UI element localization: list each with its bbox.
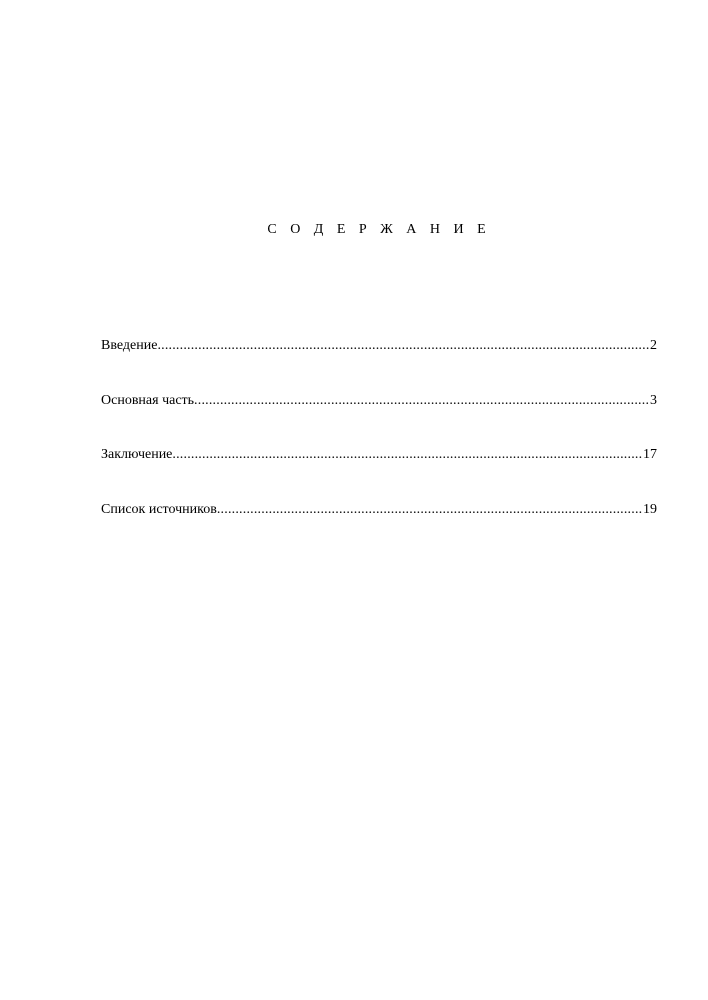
toc-entry-conclusion xyxy=(101,446,657,464)
toc-entry-page-number: 19 xyxy=(643,501,657,517)
dot-leader xyxy=(217,501,643,519)
toc-entry-sources xyxy=(101,501,657,519)
dot-leader xyxy=(157,337,650,355)
toc-entry-page-number: 2 xyxy=(650,338,657,353)
toc-entry-introduction xyxy=(101,337,657,355)
dot-leader xyxy=(172,446,643,464)
page-title: С О Д Е Р Ж А Н И Е xyxy=(267,222,491,237)
toc-entry-label: Заключение xyxy=(101,447,173,462)
dot-leader xyxy=(194,392,650,410)
toc-entry-main-part xyxy=(101,392,657,410)
toc-entry-label: Введение xyxy=(101,338,158,353)
toc-entry-label: Основная часть xyxy=(101,392,195,408)
toc-entry-label: Список источников xyxy=(101,501,217,517)
toc-entry-page-number: 3 xyxy=(650,392,657,408)
toc-entry-page-number: 17 xyxy=(643,447,657,462)
table-of-contents xyxy=(101,337,657,555)
